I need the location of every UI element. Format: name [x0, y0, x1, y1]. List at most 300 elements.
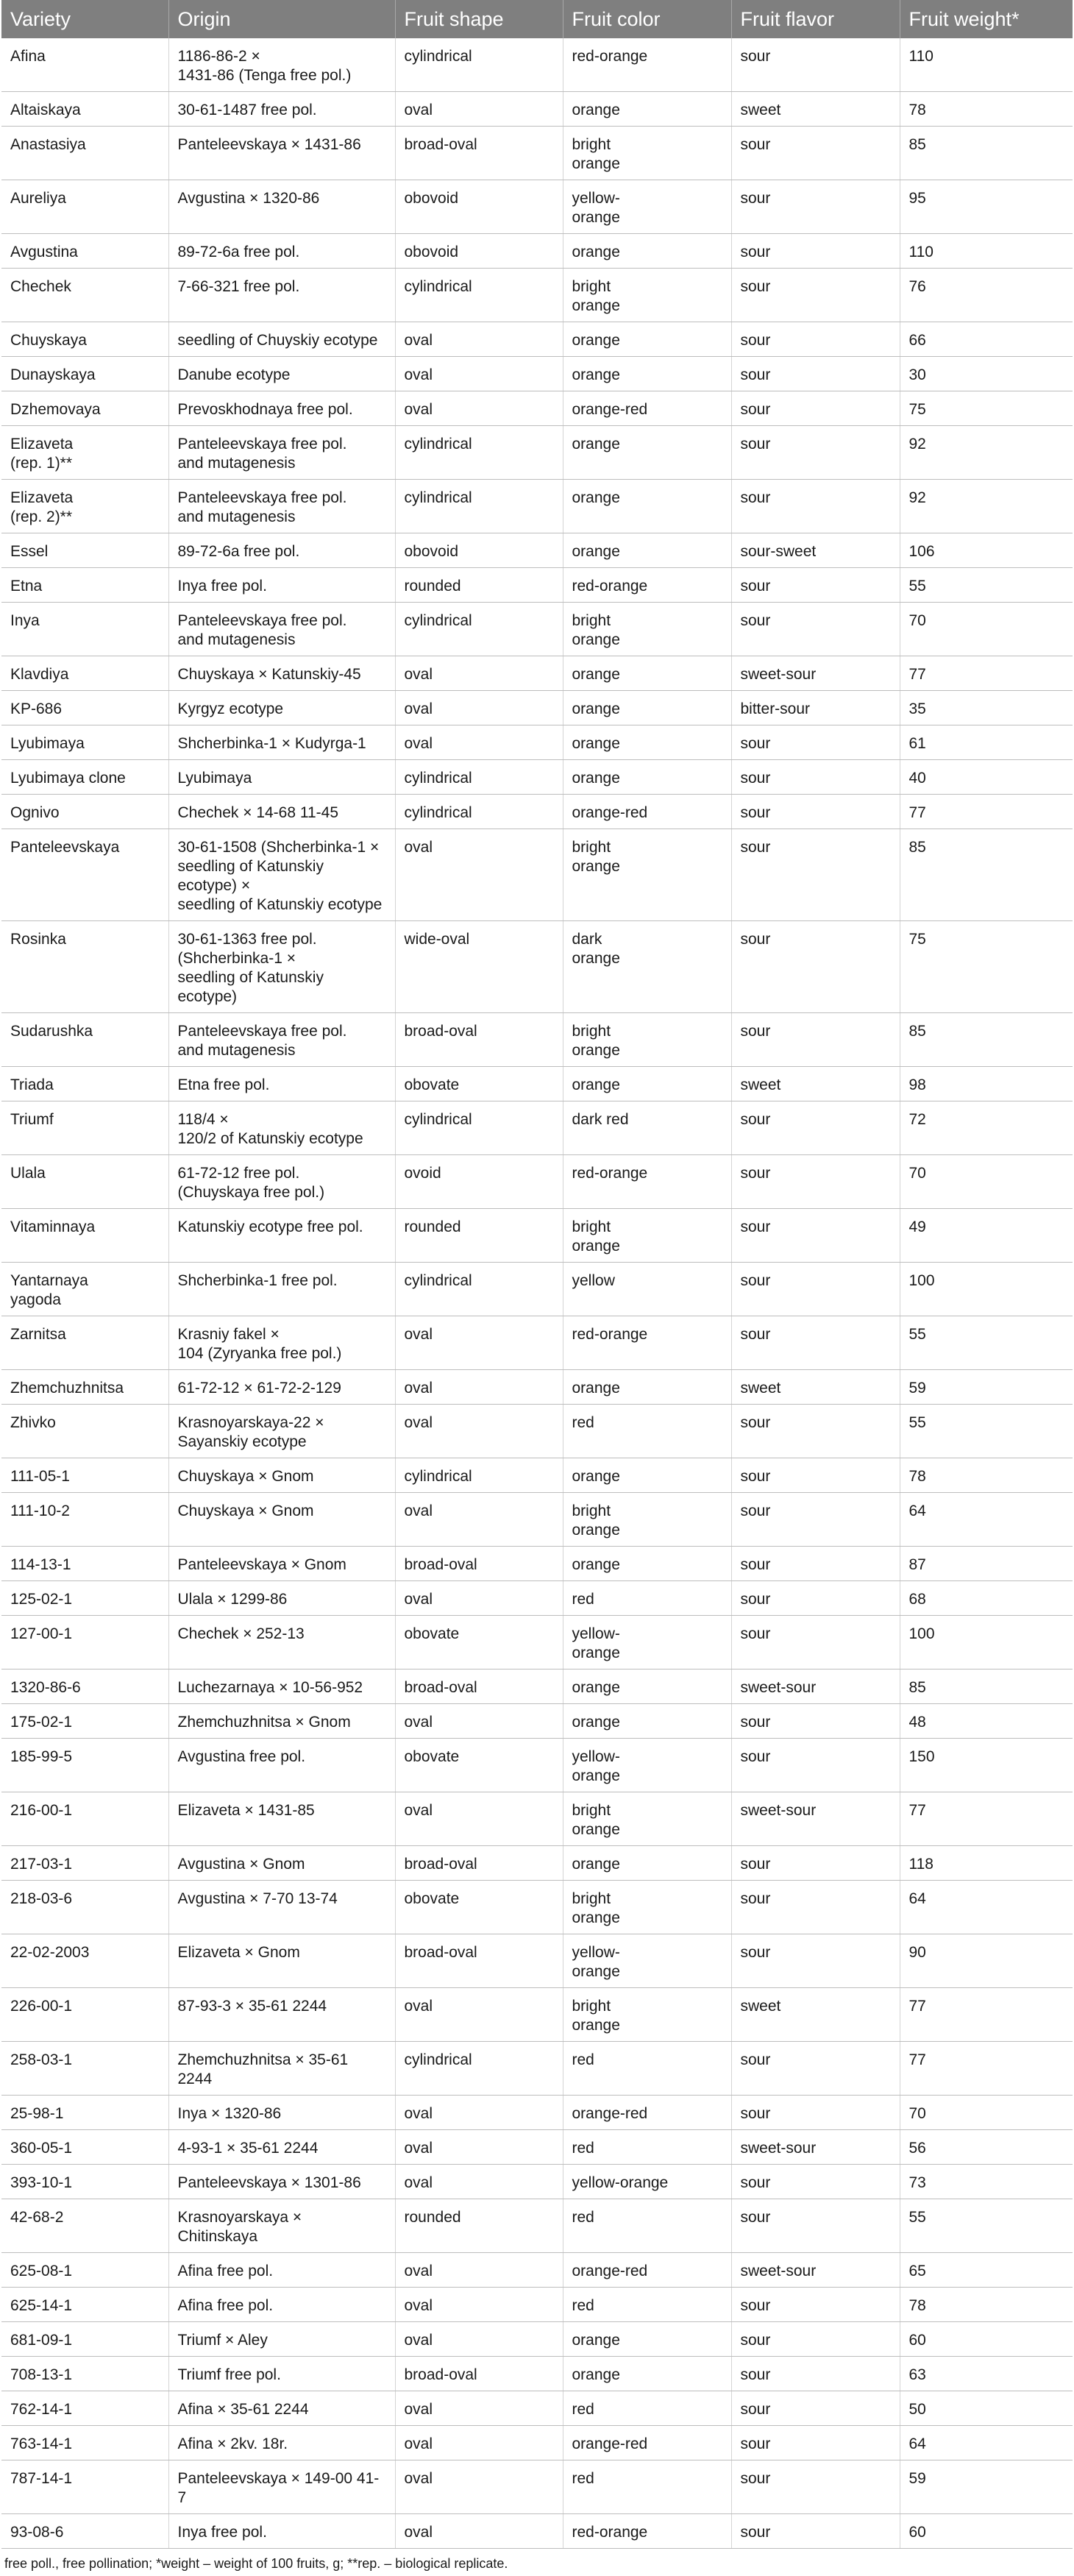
cell-fruit-weight: 60 — [900, 2514, 1073, 2549]
cell-variety: 681-09-1 — [1, 2322, 168, 2357]
cell-origin: Krasnoyarskaya-22 × Sayanskiy ecotype — [168, 1405, 395, 1458]
cell-fruit-color: orange — [563, 760, 731, 795]
cell-fruit-shape: wide-oval — [395, 921, 563, 1013]
table-row — [1, 1493, 1073, 1547]
cell-fruit-weight: 90 — [900, 1934, 1073, 1988]
cell-variety: 22-02-2003 — [1, 1934, 168, 1988]
cell-fruit-shape: cylindrical — [395, 1101, 563, 1155]
cell-fruit-color: red-orange — [563, 1316, 731, 1370]
cell-fruit-flavor: sour — [731, 1013, 900, 1067]
cell-fruit-color: bright orange — [563, 127, 731, 180]
cell-origin: Panteleevskaya free pol. and mutagenesis — [168, 603, 395, 656]
cell-fruit-flavor: sour — [731, 1547, 900, 1581]
table-row — [1, 1458, 1073, 1493]
cell-fruit-flavor: sour — [731, 1209, 900, 1263]
cell-origin: Afina × 2kv. 18r. — [168, 2426, 395, 2460]
cell-fruit-flavor: sweet-sour — [731, 2130, 900, 2165]
cell-origin: Afina free pol. — [168, 2253, 395, 2288]
table-row — [1, 1370, 1073, 1405]
table-row — [1, 1101, 1073, 1155]
cell-fruit-color: red-orange — [563, 38, 731, 92]
cell-origin: Chuyskaya × Gnom — [168, 1493, 395, 1547]
table-row — [1, 1209, 1073, 1263]
cell-origin: Chuyskaya × Gnom — [168, 1458, 395, 1493]
cell-variety: Chuyskaya — [1, 322, 168, 357]
cell-fruit-color: orange — [563, 1067, 731, 1101]
cell-fruit-flavor: sour — [731, 1101, 900, 1155]
cell-fruit-weight: 63 — [900, 2357, 1073, 2391]
table-body — [1, 38, 1073, 2549]
cell-fruit-flavor: sour — [731, 322, 900, 357]
cell-origin: Panteleevskaya × Gnom — [168, 1547, 395, 1581]
table-row — [1, 1988, 1073, 2042]
cell-fruit-shape: cylindrical — [395, 1458, 563, 1493]
cell-fruit-weight: 78 — [900, 1458, 1073, 1493]
cell-fruit-weight: 78 — [900, 2288, 1073, 2322]
cell-fruit-weight: 55 — [900, 1405, 1073, 1458]
cell-variety: 185-99-5 — [1, 1739, 168, 1792]
cell-fruit-flavor: sour — [731, 1316, 900, 1370]
cell-fruit-flavor: sour — [731, 2042, 900, 2096]
cell-fruit-shape: oval — [395, 1988, 563, 2042]
cell-origin: Panteleevskaya free pol. and mutagenesis — [168, 480, 395, 533]
cell-origin: Etna free pol. — [168, 1067, 395, 1101]
cell-origin: Luchezarnaya × 10-56-952 — [168, 1670, 395, 1704]
cell-variety: 226-00-1 — [1, 1988, 168, 2042]
cell-fruit-color: orange — [563, 480, 731, 533]
cell-fruit-flavor: sour — [731, 480, 900, 533]
cell-fruit-weight: 60 — [900, 2322, 1073, 2357]
cell-origin: Panteleevskaya free pol. and mutagenesis — [168, 1013, 395, 1067]
table-row — [1, 2042, 1073, 2096]
table-row — [1, 2199, 1073, 2253]
table-row — [1, 2096, 1073, 2130]
cell-fruit-flavor: sour — [731, 1581, 900, 1616]
cell-fruit-shape: cylindrical — [395, 426, 563, 480]
cell-variety: Essel — [1, 533, 168, 568]
cell-fruit-shape: cylindrical — [395, 269, 563, 322]
cell-variety: 625-14-1 — [1, 2288, 168, 2322]
cell-variety: 1320-86-6 — [1, 1670, 168, 1704]
cell-fruit-color: bright orange — [563, 1792, 731, 1846]
cell-fruit-flavor: sour — [731, 1704, 900, 1739]
cell-fruit-color: red — [563, 2288, 731, 2322]
header-row — [1, 0, 1073, 38]
cell-fruit-weight: 100 — [900, 1263, 1073, 1316]
cell-variety: 393-10-1 — [1, 2165, 168, 2199]
cell-fruit-flavor: sour — [731, 795, 900, 829]
cell-variety: Altaiskaya — [1, 92, 168, 127]
cell-origin: Avgustina free pol. — [168, 1739, 395, 1792]
cell-fruit-color: orange — [563, 234, 731, 269]
cell-origin: Zhemchuzhnitsa × 35-61 2244 — [168, 2042, 395, 2096]
cell-origin: Afina × 35-61 2244 — [168, 2391, 395, 2426]
cell-fruit-flavor: sour — [731, 760, 900, 795]
cell-fruit-weight: 59 — [900, 2460, 1073, 2514]
table-row — [1, 691, 1073, 725]
cell-fruit-color: bright orange — [563, 269, 731, 322]
cell-fruit-color: yellow — [563, 1263, 731, 1316]
cell-variety: Ognivo — [1, 795, 168, 829]
cell-fruit-flavor: sour — [731, 1263, 900, 1316]
cell-fruit-shape: obovate — [395, 1739, 563, 1792]
cell-fruit-shape: oval — [395, 2514, 563, 2549]
cell-fruit-flavor: sour — [731, 38, 900, 92]
cell-fruit-shape: obovate — [395, 1881, 563, 1934]
table-row — [1, 1547, 1073, 1581]
cell-fruit-color: orange-red — [563, 2253, 731, 2288]
header-fruit-shape: Fruit shape — [395, 0, 563, 38]
cell-variety: Panteleevskaya — [1, 829, 168, 921]
cell-origin: Panteleevskaya × 1431-86 — [168, 127, 395, 180]
cell-fruit-shape: cylindrical — [395, 795, 563, 829]
table-row — [1, 725, 1073, 760]
table-row — [1, 2253, 1073, 2288]
cell-fruit-shape: ovoid — [395, 1155, 563, 1209]
cell-fruit-color: orange — [563, 725, 731, 760]
table-row — [1, 426, 1073, 480]
table-row — [1, 603, 1073, 656]
header-origin: Origin — [168, 0, 395, 38]
cell-fruit-color: bright orange — [563, 1013, 731, 1067]
cell-variety: Zhemchuzhnitsa — [1, 1370, 168, 1405]
cell-variety: Ulala — [1, 1155, 168, 1209]
cell-fruit-weight: 35 — [900, 691, 1073, 725]
cell-fruit-flavor: sour — [731, 568, 900, 603]
cell-fruit-shape: oval — [395, 691, 563, 725]
cell-fruit-flavor: sour — [731, 921, 900, 1013]
header-fruit-weight: Fruit weight* — [900, 0, 1073, 38]
table-row — [1, 1792, 1073, 1846]
cell-variety: 93-08-6 — [1, 2514, 168, 2549]
cell-fruit-shape: oval — [395, 2253, 563, 2288]
variety-table — [1, 0, 1073, 2549]
cell-fruit-color: orange — [563, 691, 731, 725]
table-row — [1, 568, 1073, 603]
table-row — [1, 1704, 1073, 1739]
cell-variety: Etna — [1, 568, 168, 603]
cell-variety: 114-13-1 — [1, 1547, 168, 1581]
cell-fruit-shape: oval — [395, 391, 563, 426]
cell-fruit-color: red — [563, 2391, 731, 2426]
cell-fruit-shape: cylindrical — [395, 760, 563, 795]
cell-fruit-flavor: sour — [731, 1616, 900, 1670]
cell-fruit-flavor: sweet — [731, 1988, 900, 2042]
cell-origin: 4-93-1 × 35-61 2244 — [168, 2130, 395, 2165]
cell-fruit-color: red — [563, 1581, 731, 1616]
cell-fruit-shape: broad-oval — [395, 2357, 563, 2391]
cell-fruit-weight: 85 — [900, 829, 1073, 921]
cell-fruit-shape: broad-oval — [395, 1846, 563, 1881]
table-row — [1, 269, 1073, 322]
cell-origin: 61-72-12 free pol. (Chuyskaya free pol.) — [168, 1155, 395, 1209]
cell-fruit-color: orange — [563, 1704, 731, 1739]
table-row — [1, 1405, 1073, 1458]
cell-fruit-color: orange-red — [563, 2096, 731, 2130]
cell-fruit-weight: 68 — [900, 1581, 1073, 1616]
cell-origin: Katunskiy ecotype free pol. — [168, 1209, 395, 1263]
cell-fruit-color: red — [563, 2199, 731, 2253]
cell-variety: Lyubimaya — [1, 725, 168, 760]
cell-fruit-weight: 77 — [900, 1988, 1073, 2042]
cell-variety: 762-14-1 — [1, 2391, 168, 2426]
cell-fruit-weight: 110 — [900, 234, 1073, 269]
table-row — [1, 1934, 1073, 1988]
cell-fruit-shape: oval — [395, 1316, 563, 1370]
cell-fruit-weight: 70 — [900, 2096, 1073, 2130]
cell-fruit-flavor: sour — [731, 1846, 900, 1881]
cell-fruit-shape: broad-oval — [395, 1934, 563, 1988]
cell-fruit-color: yellow- orange — [563, 1616, 731, 1670]
table-row — [1, 1881, 1073, 1934]
cell-origin: 30-61-1363 free pol. (Shcherbinka-1 × seedling of Katunskiy ecotype) — [168, 921, 395, 1013]
cell-fruit-flavor: sour — [731, 2357, 900, 2391]
cell-fruit-weight: 65 — [900, 2253, 1073, 2288]
table-row — [1, 2460, 1073, 2514]
cell-variety: 763-14-1 — [1, 2426, 168, 2460]
cell-origin: Panteleevskaya × 149-00 41-7 — [168, 2460, 395, 2514]
cell-fruit-flavor: sour-sweet — [731, 533, 900, 568]
cell-variety: 111-10-2 — [1, 1493, 168, 1547]
cell-fruit-color: yellow-orange — [563, 2165, 731, 2199]
cell-fruit-color: orange — [563, 357, 731, 391]
cell-fruit-flavor: sweet-sour — [731, 2253, 900, 2288]
cell-fruit-flavor: sweet — [731, 1370, 900, 1405]
cell-fruit-shape: oval — [395, 2322, 563, 2357]
cell-origin: Shcherbinka-1 free pol. — [168, 1263, 395, 1316]
cell-fruit-shape: oval — [395, 2288, 563, 2322]
cell-fruit-flavor: sour — [731, 269, 900, 322]
table-row — [1, 1581, 1073, 1616]
cell-variety: Yantarnaya yagoda — [1, 1263, 168, 1316]
cell-origin: Krasnoyarskaya × Chitinskaya — [168, 2199, 395, 2253]
cell-fruit-weight: 78 — [900, 92, 1073, 127]
cell-variety: Triada — [1, 1067, 168, 1101]
cell-fruit-weight: 55 — [900, 2199, 1073, 2253]
cell-fruit-shape: oval — [395, 2130, 563, 2165]
cell-origin: 61-72-12 × 61-72-2-129 — [168, 1370, 395, 1405]
cell-fruit-color: dark orange — [563, 921, 731, 1013]
cell-variety: 360-05-1 — [1, 2130, 168, 2165]
cell-fruit-shape: oval — [395, 2426, 563, 2460]
cell-variety: 217-03-1 — [1, 1846, 168, 1881]
cell-fruit-color: yellow- orange — [563, 180, 731, 234]
cell-origin: 87-93-3 × 35-61 2244 — [168, 1988, 395, 2042]
cell-fruit-flavor: sour — [731, 1155, 900, 1209]
cell-variety: Dunayskaya — [1, 357, 168, 391]
table-header — [1, 0, 1073, 38]
table-row — [1, 1739, 1073, 1792]
table-row — [1, 1263, 1073, 1316]
cell-fruit-weight: 118 — [900, 1846, 1073, 1881]
cell-fruit-flavor: sour — [731, 1934, 900, 1988]
cell-variety: Chechek — [1, 269, 168, 322]
cell-fruit-color: orange — [563, 92, 731, 127]
cell-fruit-shape: oval — [395, 357, 563, 391]
cell-fruit-color: orange — [563, 656, 731, 691]
cell-origin: Afina free pol. — [168, 2288, 395, 2322]
cell-fruit-weight: 95 — [900, 180, 1073, 234]
cell-fruit-color: bright orange — [563, 829, 731, 921]
cell-fruit-weight: 85 — [900, 1670, 1073, 1704]
cell-origin: Inya free pol. — [168, 568, 395, 603]
cell-origin: Zhemchuzhnitsa × Gnom — [168, 1704, 395, 1739]
cell-origin: 89-72-6a free pol. — [168, 533, 395, 568]
table-row — [1, 656, 1073, 691]
cell-fruit-weight: 70 — [900, 1155, 1073, 1209]
table-row — [1, 2288, 1073, 2322]
cell-variety: 787-14-1 — [1, 2460, 168, 2514]
cell-origin: Ulala × 1299-86 — [168, 1581, 395, 1616]
cell-fruit-flavor: sweet-sour — [731, 656, 900, 691]
cell-fruit-color: bright orange — [563, 1493, 731, 1547]
table-row — [1, 2357, 1073, 2391]
cell-fruit-flavor: sweet — [731, 1067, 900, 1101]
cell-fruit-color: orange — [563, 1670, 731, 1704]
cell-fruit-shape: obovoid — [395, 180, 563, 234]
cell-fruit-shape: oval — [395, 322, 563, 357]
cell-fruit-weight: 50 — [900, 2391, 1073, 2426]
table-row — [1, 1067, 1073, 1101]
cell-fruit-weight: 64 — [900, 1493, 1073, 1547]
cell-fruit-weight: 92 — [900, 480, 1073, 533]
cell-fruit-shape: oval — [395, 1370, 563, 1405]
cell-fruit-weight: 75 — [900, 921, 1073, 1013]
cell-fruit-weight: 87 — [900, 1547, 1073, 1581]
cell-origin: Avgustina × Gnom — [168, 1846, 395, 1881]
cell-origin: Panteleevskaya × 1301-86 — [168, 2165, 395, 2199]
cell-origin: Chechek × 252-13 — [168, 1616, 395, 1670]
cell-fruit-flavor: bitter-sour — [731, 691, 900, 725]
cell-fruit-weight: 85 — [900, 1013, 1073, 1067]
table-row — [1, 1155, 1073, 1209]
cell-fruit-weight: 66 — [900, 322, 1073, 357]
cell-fruit-color: orange — [563, 2322, 731, 2357]
table-row — [1, 2426, 1073, 2460]
cell-variety: 42-68-2 — [1, 2199, 168, 2253]
cell-fruit-flavor: sour — [731, 1493, 900, 1547]
cell-fruit-shape: oval — [395, 2165, 563, 2199]
cell-variety: Elizaveta (rep. 1)** — [1, 426, 168, 480]
cell-variety: Vitaminnaya — [1, 1209, 168, 1263]
cell-fruit-color: orange-red — [563, 2426, 731, 2460]
cell-origin: Danube ecotype — [168, 357, 395, 391]
cell-fruit-weight: 73 — [900, 2165, 1073, 2199]
table-row — [1, 92, 1073, 127]
table-row — [1, 391, 1073, 426]
table-row — [1, 1013, 1073, 1067]
cell-fruit-weight: 40 — [900, 760, 1073, 795]
cell-origin: Chuyskaya × Katunskiy-45 — [168, 656, 395, 691]
cell-fruit-flavor: sour — [731, 127, 900, 180]
table-row — [1, 1670, 1073, 1704]
cell-fruit-shape: oval — [395, 656, 563, 691]
cell-fruit-flavor: sour — [731, 2199, 900, 2253]
cell-variety: Elizaveta (rep. 2)** — [1, 480, 168, 533]
cell-variety: Afina — [1, 38, 168, 92]
cell-fruit-shape: broad-oval — [395, 127, 563, 180]
cell-fruit-color: orange-red — [563, 391, 731, 426]
table-row — [1, 322, 1073, 357]
table-row — [1, 127, 1073, 180]
cell-fruit-flavor: sour — [731, 426, 900, 480]
cell-variety: Lyubimaya clone — [1, 760, 168, 795]
cell-origin: 30-61-1487 free pol. — [168, 92, 395, 127]
cell-fruit-flavor: sour — [731, 2096, 900, 2130]
cell-fruit-shape: oval — [395, 1581, 563, 1616]
cell-fruit-flavor: sour — [731, 1405, 900, 1458]
cell-fruit-flavor: sweet-sour — [731, 1670, 900, 1704]
cell-fruit-flavor: sour — [731, 2391, 900, 2426]
cell-fruit-weight: 49 — [900, 1209, 1073, 1263]
cell-fruit-flavor: sour — [731, 180, 900, 234]
cell-fruit-color: orange — [563, 426, 731, 480]
cell-fruit-shape: oval — [395, 1405, 563, 1458]
cell-fruit-shape: obovate — [395, 1616, 563, 1670]
cell-fruit-color: orange — [563, 322, 731, 357]
cell-origin: 1186-86-2 × 1431-86 (Tenga free pol.) — [168, 38, 395, 92]
cell-fruit-shape: cylindrical — [395, 603, 563, 656]
cell-origin: Lyubimaya — [168, 760, 395, 795]
cell-fruit-weight: 98 — [900, 1067, 1073, 1101]
cell-variety: 625-08-1 — [1, 2253, 168, 2288]
cell-variety: Dzhemovaya — [1, 391, 168, 426]
cell-fruit-weight: 61 — [900, 725, 1073, 760]
cell-origin: Krasniy fakel × 104 (Zyryanka free pol.) — [168, 1316, 395, 1370]
cell-fruit-shape: oval — [395, 1493, 563, 1547]
cell-fruit-color: orange-red — [563, 795, 731, 829]
cell-origin: seedling of Chuyskiy ecotype — [168, 322, 395, 357]
cell-origin: Elizaveta × 1431-85 — [168, 1792, 395, 1846]
cell-fruit-color: red — [563, 2042, 731, 2096]
cell-fruit-weight: 64 — [900, 2426, 1073, 2460]
cell-fruit-shape: oval — [395, 2460, 563, 2514]
table-row — [1, 2322, 1073, 2357]
cell-variety: Zhivko — [1, 1405, 168, 1458]
cell-fruit-shape: cylindrical — [395, 1263, 563, 1316]
cell-fruit-shape: broad-oval — [395, 1013, 563, 1067]
table-row — [1, 795, 1073, 829]
cell-origin: Avgustina × 7-70 13-74 — [168, 1881, 395, 1934]
table-row — [1, 1846, 1073, 1881]
cell-fruit-shape: oval — [395, 1704, 563, 1739]
cell-fruit-shape: obovate — [395, 1067, 563, 1101]
cell-fruit-weight: 106 — [900, 533, 1073, 568]
cell-fruit-weight: 85 — [900, 127, 1073, 180]
cell-fruit-flavor: sour — [731, 2514, 900, 2549]
cell-fruit-flavor: sour — [731, 829, 900, 921]
cell-fruit-shape: cylindrical — [395, 38, 563, 92]
cell-fruit-flavor: sweet-sour — [731, 1792, 900, 1846]
cell-fruit-shape: oval — [395, 829, 563, 921]
cell-fruit-flavor: sour — [731, 1458, 900, 1493]
cell-variety: 175-02-1 — [1, 1704, 168, 1739]
table-row — [1, 2130, 1073, 2165]
cell-fruit-flavor: sour — [731, 603, 900, 656]
cell-fruit-flavor: sour — [731, 357, 900, 391]
cell-fruit-shape: broad-oval — [395, 1670, 563, 1704]
cell-fruit-color: orange — [563, 2357, 731, 2391]
cell-fruit-shape: oval — [395, 725, 563, 760]
cell-origin: Inya × 1320-86 — [168, 2096, 395, 2130]
cell-fruit-flavor: sour — [731, 2426, 900, 2460]
header-fruit-flavor: Fruit flavor — [731, 0, 900, 38]
header-fruit-color: Fruit color — [563, 0, 731, 38]
cell-origin: Kyrgyz ecotype — [168, 691, 395, 725]
cell-fruit-color: bright orange — [563, 1988, 731, 2042]
cell-variety: Aureliya — [1, 180, 168, 234]
cell-fruit-color: orange — [563, 1547, 731, 1581]
